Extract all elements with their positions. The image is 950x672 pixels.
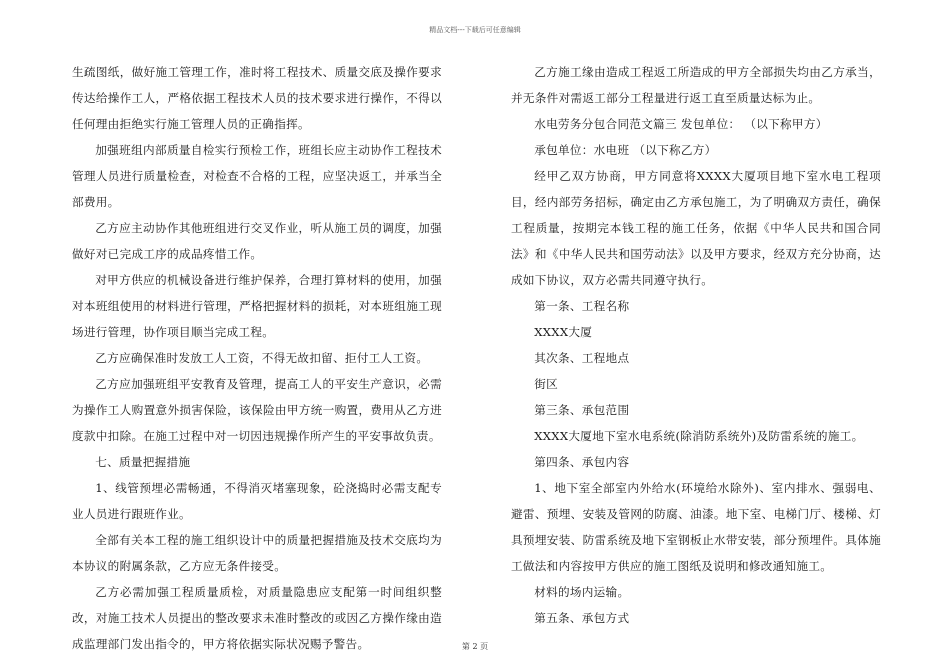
contract-title-line: 水电劳务分包合同范文篇三 发包单位： （以下称甲方） xyxy=(534,117,828,131)
paragraph: 乙方应确保准时发放工人工资，不得无故扣留、拒付工人工资。 xyxy=(95,351,429,365)
article-heading: 第三条、承包范围 xyxy=(534,403,630,417)
article-heading: 其次条、工程地点 xyxy=(534,351,630,365)
left-column xyxy=(72,59,442,657)
paragraph: 材料的场内运输。 xyxy=(534,585,630,599)
page-number: 第 2 页 xyxy=(461,642,489,651)
paragraph: 生疏图纸，做好施工管理工作，准时将工程技术、质量交底及操作要求传达给操作工人，严格依据工程技术人员的技术要求进行操作，不得以任何理由拒绝实行施工管理人员的正确指挥。 xyxy=(72,65,442,131)
page-header: 精品文档---下载后可任意编辑 xyxy=(429,26,521,34)
paragraph: 乙方必需加强工程质量质检，对质量隐患应支配第一时间组织整改，对施工技术人员提出的整改要求未准时整改的或因乙方操作缘由造成监理部门发出指令的，甲方将依据实际状况赐予警告。 xyxy=(72,585,442,651)
right-column xyxy=(511,59,881,631)
paragraph: 乙方应加强班组平安教育及管理，提高工人的平安生产意识，必需为操作工人购置意外损害保险，该保险由甲方统一购置，费用从乙方进度款中扣除。在施工过程中对一切因违规操作所产生的平安事故负责。 xyxy=(72,377,442,443)
paragraph: XXXX大厦 xyxy=(534,325,593,339)
section-heading: 七、质量把握措施 xyxy=(95,455,191,469)
paragraph: 街区 xyxy=(534,377,558,391)
paragraph: 乙方应主动协作其他班组进行交叉作业，听从施工员的调度，加强做好对已完成工序的成品疼惜工作。 xyxy=(72,221,442,261)
paragraph: 乙方施工缘由造成工程返工所造成的甲方全部损失均由乙方承当，并无条件对需返工部分工程量进行返工直至质量达标为止。 xyxy=(511,65,881,105)
paragraph: 1、地下室全部室内外给水(环境给水除外)、室内排水、强弱电、避雷、预埋、安装及管网的防腐、油漆。地下室、电梯门厅、楼梯、灯具预埋安装、防雷系统及地下室钢板止水带安装，部分预埋件。具体施工做法和内容按甲方供应的施工图纸及说明和修改通知施工。 xyxy=(511,481,881,573)
paragraph: 1、线管预埋必需畅通，不得消灭堵塞现象，砼浇捣时必需支配专业人员进行跟班作业。 xyxy=(72,481,442,521)
paragraph: XXXX大厦地下室水电系统(除消防系统外)及防雷系统的施工。 xyxy=(534,429,864,443)
paragraph: 全部有关本工程的施工组织设计中的质量把握措施及技术交底均为本协议的附属条款，乙方应无条件接受。 xyxy=(72,533,442,573)
paragraph: 经甲乙双方协商，甲方同意将XXXX大厦项目地下室水电工程项目，经内部劳务招标，确定由乙方承包施工，为了明确双方责任，确保工程质量，按期完本钱工程的施工任务，依据《中华人民共和国合同法》和《中华人民共和国劳动法》以及甲方要求，经双方充分协商，达成如下协议，双方必需共同遵守执行。 xyxy=(511,169,881,287)
contractor-line: 承包单位：水电班 （以下称乙方） xyxy=(534,143,717,157)
paragraph: 对甲方供应的机械设备进行维护保养，合理打算材料的使用，加强对本班组使用的材料进行管理，严格把握材料的损耗，对本班组施工现场进行管理，协作项目顺当完成工程。 xyxy=(72,273,442,339)
paragraph: 加强班组内部质量自检实行预检工作，班组长应主动协作工程技术管理人员进行质量检查，对检查不合格的工程，应坚决返工，并承当全部费用。 xyxy=(72,143,442,209)
article-heading: 第一条、工程名称 xyxy=(534,299,630,313)
article-heading: 第四条、承包内容 xyxy=(534,455,630,469)
article-heading: 第五条、承包方式 xyxy=(534,611,630,625)
